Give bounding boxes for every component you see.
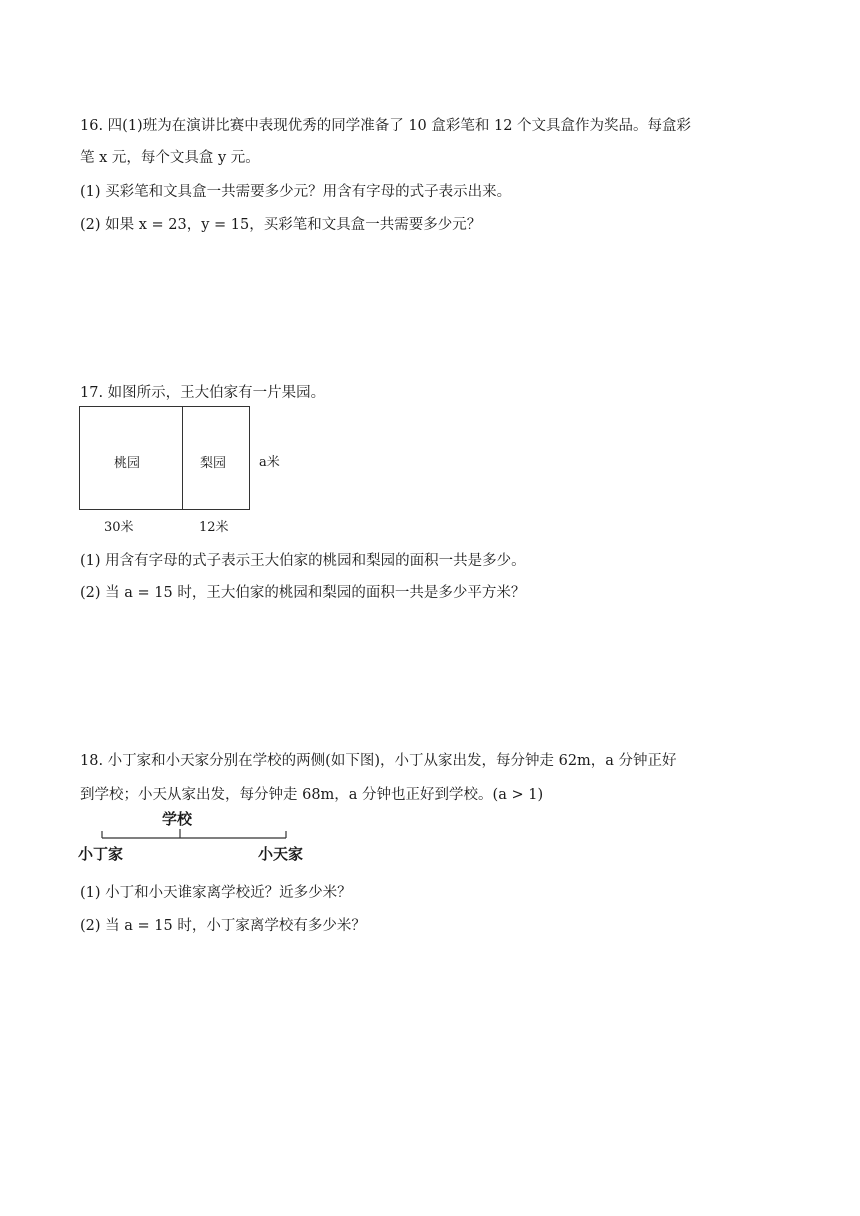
q18-part1: (1) 小丁和小天谁家离学校近？近多少米？ [80, 885, 352, 901]
school-label: 学校 [162, 810, 193, 828]
pear-width-label: 12米 [199, 520, 229, 535]
height-label: a米 [259, 455, 280, 470]
xiaoding-home-label: 小丁家 [78, 845, 124, 863]
q16-part2: (2) 如果 x = 23，y = 15，买彩笔和文具盒一共需要多少元？ [80, 217, 482, 233]
peach-width-label: 30米 [104, 520, 134, 535]
q17-part1: (1) 用含有字母的式子表示王大伯家的桃园和梨园的面积一共是多少。 [80, 553, 526, 569]
q16-part1: (1) 买彩笔和文具盒一共需要多少元？用含有字母的式子表示出来。 [80, 184, 512, 200]
q18-part2: (2) 当 a = 15 时，小丁家离学校有多少米？ [80, 918, 366, 934]
xiaotian-home-label: 小天家 [258, 845, 304, 863]
pear-orchard-label: 梨园 [200, 456, 227, 471]
q17-part2: (2) 当 a = 15 时，王大伯家的桃园和梨园的面积一共是多少平方米？ [80, 585, 526, 601]
q18-line2: 到学校；小天从家出发，每分钟走 68m，a 分钟也正好到学校。(a > 1) [80, 787, 544, 803]
q16-line1: 16. 四(1)班为在演讲比赛中表现优秀的同学准备了 10 盒彩笔和 12 个文具盒作为奖品。每盒彩 [80, 118, 692, 134]
q17-line1: 17. 如图所示，王大伯家有一片果园。 [80, 385, 326, 401]
peach-orchard-label: 桃园 [114, 456, 141, 471]
q18-line1: 18. 小丁家和小天家分别在学校的两侧(如下图)，小丁从家出发，每分钟走 62m，a 分钟正好 [80, 753, 677, 769]
q16-line2: 笔 x 元，每个文具盒 y 元。 [80, 150, 260, 166]
orchard-divider [182, 407, 183, 509]
